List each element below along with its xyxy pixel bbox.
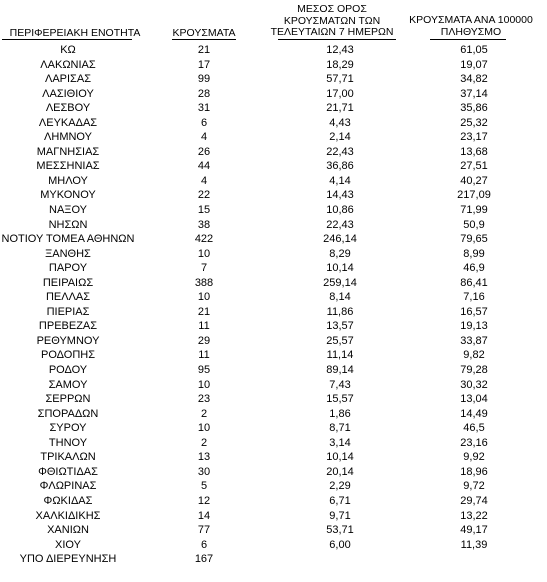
cell-cases: 21 [197,44,211,56]
cell-cases: 31 [197,102,211,115]
table-row [0,116,547,131]
cell-region: ΠΑΡΟΥ [48,262,88,275]
cell-per100k: 13,68 [460,145,488,158]
cell-region: ΞΑΝΘΗΣ [45,247,91,260]
table-row [0,450,547,465]
cell-cases: 23 [197,393,211,406]
cell-avg7: 246,14 [323,233,357,246]
cell-cases: 2 [200,436,208,449]
cell-per100k: 16,57 [460,305,488,318]
table-row [0,232,547,247]
cell-cases: 10 [197,378,211,391]
cell-avg7: 25,57 [326,334,354,347]
cell-cases: 388 [194,276,214,289]
cell-cases: 30 [197,465,211,478]
cell-per100k: 27,51 [460,160,488,173]
cell-region: ΝΟΤΙΟΥ ΤΟΜΕΑ ΑΘΗΝΩΝ [1,233,135,246]
cell-cases: 26 [197,145,211,158]
cell-per100k: 9,92 [463,451,485,464]
cell-avg7: 10,14 [326,451,354,464]
cell-region: ΝΗΣΩΝ [48,218,88,231]
cell-region: ΜΑΓΝΗΣΙΑΣ [36,145,100,158]
cell-cases: 15 [197,204,211,217]
cell-region: ΥΠΟ ΔΙΕΡΕΥΝΗΣΗ [19,553,117,566]
cell-avg7: 20,14 [326,465,354,478]
table-row [0,407,547,422]
cell-cases: 77 [197,524,211,537]
table-row [0,203,547,218]
cell-avg7: 259,14 [323,276,357,289]
cell-avg7: 6,00 [329,538,351,551]
cell-per100k: 19,07 [460,58,488,71]
cell-avg7: 11,86 [326,305,354,318]
table-row [0,174,547,189]
cell-avg7: 8,71 [329,422,351,435]
cell-region: ΝΑΞΟΥ [49,204,87,217]
cell-cases: 17 [197,58,211,71]
cell-per100k: 71,99 [460,204,488,217]
table-row [0,392,547,407]
table-row [0,101,547,116]
cell-avg7: 4,14 [329,174,351,187]
table-row [0,523,547,538]
cell-region: ΠΕΙΡΑΙΩΣ [42,276,94,289]
cell-per100k: 79,65 [460,233,488,246]
cell-cases: 99 [197,73,211,86]
table-row [0,363,547,378]
table-row [0,218,547,233]
cell-region: ΤΗΝΟΥ [48,436,88,449]
table-row [0,538,547,553]
header-cases: ΚΡΟΥΣΜΑΤΑ [172,27,236,39]
cell-cases: 11 [198,349,210,362]
cell-region: ΜΗΛΟΥ [48,174,88,187]
cell-cases: 4 [200,131,208,144]
cell-per100k: 8,99 [463,247,485,260]
cell-cases: 167 [194,553,214,566]
cell-per100k: 86,41 [460,276,488,289]
cell-region: ΧΙΟΥ [55,538,81,551]
cell-cases: 95 [197,364,211,377]
cell-per100k: 11,39 [460,538,488,551]
cell-per100k: 79,28 [460,364,488,377]
cell-region: ΣΕΡΡΩΝ [45,393,91,406]
cell-cases: 22 [197,189,211,202]
table-row [0,261,547,276]
table-row [0,334,547,349]
cell-avg7: 89,14 [326,364,354,377]
table-row [0,247,547,262]
cell-per100k: 9,72 [463,480,485,493]
cell-avg7: 18,29 [326,58,354,71]
cell-per100k: 35,86 [460,102,488,115]
table-row [0,348,547,363]
cell-cases: 7 [200,262,208,275]
cell-avg7: 4,43 [329,116,351,129]
cell-region: ΠΙΕΡΙΑΣ [46,305,90,318]
cell-per100k: 13,04 [460,393,488,406]
cell-region: ΦΩΚΙΔΑΣ [43,494,93,507]
table-row [0,290,547,305]
cell-avg7: 7,43 [329,378,351,391]
cell-avg7: 9,71 [329,509,351,522]
cell-avg7: 21,71 [326,102,354,115]
header-avg7-line1: ΜΕΣΟΣ ΟΡΟΣ [297,3,367,15]
cell-per100k: 33,87 [460,334,488,347]
table-row [0,159,547,174]
cell-region: ΣΥΡΟΥ [49,422,87,435]
cell-avg7: 2,14 [329,131,351,144]
cell-cases: 13 [197,451,211,464]
cell-avg7: 8,29 [329,247,351,260]
table-row [0,465,547,480]
cell-per100k: 9,82 [463,349,485,362]
cell-cases: 44 [197,160,211,173]
cell-region: ΡΟΔΟΥ [48,364,88,377]
cell-cases: 10 [197,291,211,304]
cell-region: ΤΡΙΚΑΛΩΝ [40,451,96,464]
cell-avg7: 57,71 [326,73,354,86]
cell-per100k: 13,22 [460,509,488,522]
cell-per100k: 14,49 [460,407,488,420]
cell-region: ΡΟΔΟΠΗΣ [40,349,96,362]
cell-region: ΛΑΡΙΣΑΣ [44,73,91,86]
cell-region: ΛΕΥΚΑΔΑΣ [38,116,98,129]
table-row [0,552,547,567]
cell-cases: 10 [197,247,211,260]
cell-per100k: 37,14 [460,87,488,100]
cell-per100k: 25,32 [460,116,488,129]
cell-region: ΡΕΘΥΜΝΟΥ [36,334,100,347]
cell-per100k: 217,09 [457,189,491,202]
cell-region: ΚΩ [60,44,76,56]
cell-cases: 4 [200,174,208,187]
cell-cases: 28 [197,87,211,100]
cell-avg7: 3,14 [329,436,351,449]
cell-per100k: 23,16 [460,436,488,449]
cell-cases: 5 [200,480,208,493]
cell-region: ΛΕΣΒΟΥ [45,102,91,115]
table-row [0,509,547,524]
header-underline-cases [172,39,236,40]
cell-avg7: 13,57 [326,320,354,333]
cell-avg7: 36,86 [326,160,354,173]
table-row [0,378,547,393]
cell-region: ΦΘΙΩΤΙΔΑΣ [38,465,98,478]
cell-cases: 6 [200,116,208,129]
cell-avg7: 22,43 [326,145,354,158]
cell-avg7: 10,86 [326,204,354,217]
table-row [0,72,547,87]
cell-per100k: 19,13 [460,320,488,333]
cell-cases: 38 [197,218,211,231]
cell-avg7: 1,86 [329,407,351,420]
cell-per100k: 23,17 [460,131,488,144]
cell-avg7: 10,14 [326,262,354,275]
cell-per100k: 18,96 [460,465,488,478]
header-per100k [398,15,544,38]
cell-avg7: 15,57 [326,393,354,406]
cell-region: ΦΛΩΡΙΝΑΣ [39,480,97,493]
cell-per100k: 29,74 [460,494,488,507]
cell-region: ΛΑΣΙΘΙΟΥ [42,87,94,100]
header-per100k-line1: ΚΡΟΥΣΜΑΤΑ ΑΝΑ 100000 [409,14,533,26]
cell-avg7: 12,43 [326,44,354,56]
cell-region: ΛΑΚΩΝΙΑΣ [40,58,96,71]
cell-region: ΧΑΛΚΙΔΙΚΗΣ [35,509,101,522]
header-region: ΠΕΡΙΦΕΡΕΙΑΚΗ ΕΝΟΤΗΤΑ [9,27,141,39]
table-row [0,319,547,334]
cell-per100k: 50,9 [463,218,485,231]
cell-cases: 14 [197,509,211,522]
cell-region: ΠΡΕΒΕΖΑΣ [38,320,98,333]
table-row [0,479,547,494]
header-underline-per100k [430,39,506,40]
cell-cases: 10 [197,422,211,435]
table-row [0,305,547,320]
cell-cases: 422 [194,233,214,246]
table-row [0,58,547,73]
cell-region: ΜΕΣΣΗΝΙΑΣ [36,160,100,173]
table-row [0,494,547,509]
cell-cases: 12 [197,494,211,507]
cell-avg7: 8,14 [329,291,351,304]
cell-region: ΣΑΜΟΥ [48,378,88,391]
cell-per100k: 46,5 [463,422,485,435]
cell-region: ΣΠΟΡΑΔΩΝ [37,407,99,420]
table-row [0,43,547,58]
cell-per100k: 61,05 [460,44,488,56]
cell-avg7: 17,00 [326,87,354,100]
cell-per100k: 40,27 [460,174,488,187]
cell-per100k: 30,32 [460,378,488,391]
cell-per100k: 7,16 [463,291,485,304]
table-row [0,421,547,436]
cell-cases: 2 [200,407,208,420]
cell-avg7: 11,14 [326,349,354,362]
cell-per100k: 49,17 [460,524,488,537]
table-row [0,188,547,203]
cell-avg7: 2,29 [329,480,351,493]
cell-cases: 21 [197,305,211,318]
header-avg7-line3: ΤΕΛΕΥΤΑΙΩΝ 7 ΗΜΕΡΩΝ [270,26,394,38]
cell-region: ΜΥΚΟΝΟΥ [40,189,96,202]
table-row [0,276,547,291]
cell-cases: 6 [200,538,208,551]
cell-region: ΧΑΝΙΩΝ [47,524,89,537]
table-row [0,130,547,145]
header-avg7-line2: ΚΡΟΥΣΜΑΤΩΝ ΤΩΝ [283,14,381,27]
header-underline-avg7 [278,39,396,40]
cell-region: ΛΗΜΝΟΥ [44,131,92,144]
cell-avg7: 6,71 [329,494,351,507]
cell-avg7: 53,71 [326,524,354,537]
table-row [0,87,547,102]
table-body [0,43,547,567]
cell-cases: 11 [198,320,210,333]
cell-avg7: 14,43 [326,189,354,202]
header-avg7 [268,4,396,39]
cell-cases: 29 [197,334,211,347]
cell-per100k: 46,9 [463,262,485,275]
cell-avg7: 22,43 [326,218,354,231]
table-row [0,145,547,160]
table-row [0,436,547,451]
header-underline-region [2,39,132,40]
cell-region: ΠΕΛΛΑΣ [45,291,91,304]
cell-per100k: 34,82 [460,73,488,86]
header-per100k-line2: ΠΛΗΘΥΣΜΟ [440,25,502,38]
table-header [0,0,547,40]
